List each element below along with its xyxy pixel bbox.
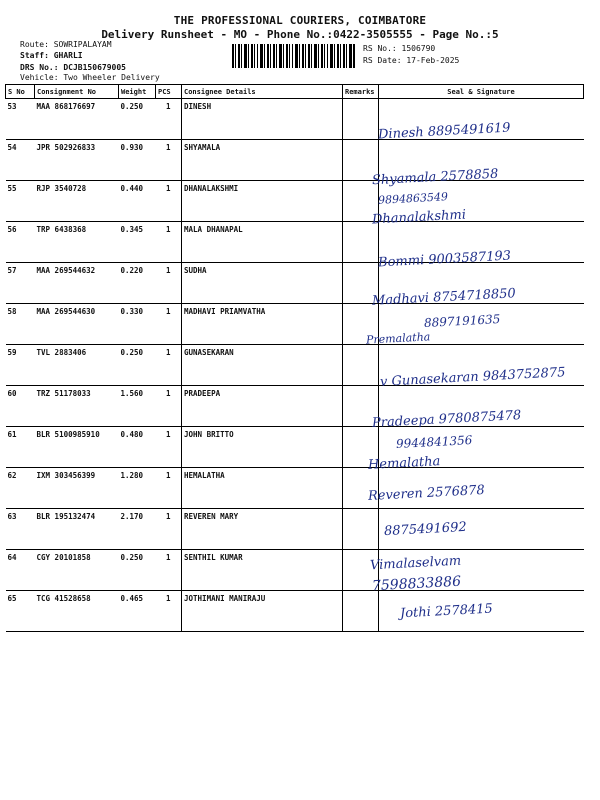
signature: Premalatha xyxy=(365,330,431,347)
signature: v Gunasekaran 9843752875 xyxy=(379,365,566,390)
remarks-cell xyxy=(343,222,379,263)
consignee-name: DHANALAKSHMI xyxy=(182,181,343,222)
serial-number: 63 xyxy=(6,509,35,550)
signature: 9944841356 xyxy=(395,433,473,451)
consignment-number: MAA 269544632 xyxy=(35,263,119,304)
pieces-count: 1 xyxy=(156,550,182,591)
serial-number: 64 xyxy=(6,550,35,591)
signature: 9894863549 xyxy=(377,190,449,207)
serial-number: 57 xyxy=(6,263,35,304)
serial-number: 62 xyxy=(6,468,35,509)
serial-number: 61 xyxy=(6,427,35,468)
drs-number: DRS No.: DCJB150679005 xyxy=(20,63,126,72)
weight-value: 0.220 xyxy=(119,263,156,304)
sheet-subtitle: Delivery Runsheet - MO - Phone No.:0422-3505555 - Page No.:5 xyxy=(101,28,499,41)
rs-date: RS Date: 17-Feb-2025 xyxy=(363,56,460,65)
weight-value: 2.170 xyxy=(119,509,156,550)
signature: 8897191635 xyxy=(423,312,501,330)
consignee-name: JOTHIMANI MANIRAJU xyxy=(182,591,343,632)
table-row xyxy=(6,591,584,632)
signature: Hemalatha xyxy=(367,454,441,473)
signature: Dinesh 8895491619 xyxy=(377,120,511,143)
consignee-name: HEMALATHA xyxy=(182,468,343,509)
weight-value: 0.465 xyxy=(119,591,156,632)
col-remarks: Remarks xyxy=(343,85,379,99)
pieces-count: 1 xyxy=(156,263,182,304)
signature: Vimalaselvam xyxy=(369,553,462,574)
table-row xyxy=(6,509,584,550)
consignee-name: SENTHIL KUMAR xyxy=(182,550,343,591)
consignee-name: SUDHA xyxy=(182,263,343,304)
weight-value: 0.250 xyxy=(119,99,156,140)
consignment-number: TCG 41528658 xyxy=(35,591,119,632)
consignment-number: BLR 195132474 xyxy=(35,509,119,550)
pieces-count: 1 xyxy=(156,509,182,550)
consignment-number: MAA 868176697 xyxy=(35,99,119,140)
consignment-number: JPR 502926833 xyxy=(35,140,119,181)
consignee-name: SHYAMALA xyxy=(182,140,343,181)
signature: Jothi 2578415 xyxy=(399,601,494,622)
weight-value: 0.250 xyxy=(119,550,156,591)
remarks-cell xyxy=(343,345,379,386)
consignee-name: GUNASEKARAN xyxy=(182,345,343,386)
weight-value: 1.560 xyxy=(119,386,156,427)
table-row xyxy=(6,181,584,222)
consignment-number: TVL 2883406 xyxy=(35,345,119,386)
pieces-count: 1 xyxy=(156,386,182,427)
pieces-count: 1 xyxy=(156,591,182,632)
rs-number: RS No.: 1506790 xyxy=(363,44,436,53)
serial-number: 53 xyxy=(6,99,35,140)
col-signature: Seal & Signature xyxy=(379,85,584,99)
weight-value: 0.480 xyxy=(119,427,156,468)
consignee-name: MALA DHANAPAL xyxy=(182,222,343,263)
signature: 8875491692 xyxy=(383,519,468,540)
consignment-number: CGY 20101858 xyxy=(35,550,119,591)
consignment-number: RJP 3540728 xyxy=(35,181,119,222)
serial-number: 55 xyxy=(6,181,35,222)
table-row xyxy=(6,550,584,591)
signature: Pradeepa 9780875478 xyxy=(371,408,522,431)
remarks-cell xyxy=(343,99,379,140)
consignee-name: PRADEEPA xyxy=(182,386,343,427)
col-sno: S No xyxy=(6,85,35,99)
remarks-cell xyxy=(343,591,379,632)
pieces-count: 1 xyxy=(156,181,182,222)
consignee-name: MADHAVI PRIAMVATHA xyxy=(182,304,343,345)
col-consignee: Consignee Details xyxy=(182,85,343,99)
staff-label: Staff: GHARLI xyxy=(20,51,83,60)
table-row xyxy=(6,427,584,468)
col-consignment: Consignment No xyxy=(35,85,119,99)
pieces-count: 1 xyxy=(156,99,182,140)
pieces-count: 1 xyxy=(156,427,182,468)
pieces-count: 1 xyxy=(156,468,182,509)
consignee-name: JOHN BRITTO xyxy=(182,427,343,468)
vehicle-label: Vehicle: Two Wheeler Delivery xyxy=(20,73,160,82)
serial-number: 65 xyxy=(6,591,35,632)
consignment-number: IXM 303456399 xyxy=(35,468,119,509)
pieces-count: 1 xyxy=(156,345,182,386)
weight-value: 0.930 xyxy=(119,140,156,181)
serial-number: 59 xyxy=(6,345,35,386)
weight-value: 0.250 xyxy=(119,345,156,386)
col-weight: Weight xyxy=(119,85,156,99)
weight-value: 0.330 xyxy=(119,304,156,345)
signature: Madhavi 8754718850 xyxy=(371,286,517,309)
weight-value: 0.345 xyxy=(119,222,156,263)
serial-number: 56 xyxy=(6,222,35,263)
signature: Reveren 2576878 xyxy=(367,482,486,505)
pieces-count: 1 xyxy=(156,140,182,181)
consignment-number: BLR 5100985910 xyxy=(35,427,119,468)
consignee-name: DINESH xyxy=(182,99,343,140)
weight-value: 0.440 xyxy=(119,181,156,222)
serial-number: 58 xyxy=(6,304,35,345)
table-header-row xyxy=(6,85,584,99)
signature: 7598833886 xyxy=(371,573,462,595)
consignment-number: MAA 269544630 xyxy=(35,304,119,345)
consignee-name: REVEREN MARY xyxy=(182,509,343,550)
sheet-title: THE PROFESSIONAL COURIERS, COIMBATORE xyxy=(173,14,427,27)
consignment-number: TRZ 51178033 xyxy=(35,386,119,427)
signature: Shyamala 2578858 xyxy=(371,166,499,189)
signature: Bommi 9003587193 xyxy=(377,248,512,271)
serial-number: 54 xyxy=(6,140,35,181)
consignment-number: TRP 6438368 xyxy=(35,222,119,263)
route-label: Route: SOWRIPALAYAM xyxy=(20,40,112,49)
pieces-count: 1 xyxy=(156,304,182,345)
pieces-count: 1 xyxy=(156,222,182,263)
remarks-cell xyxy=(343,509,379,550)
signature: Dhanalakshmi xyxy=(371,207,467,228)
serial-number: 60 xyxy=(6,386,35,427)
col-pcs: PCS xyxy=(156,85,182,99)
barcode-icon xyxy=(232,44,356,68)
table-row xyxy=(6,468,584,509)
weight-value: 1.280 xyxy=(119,468,156,509)
